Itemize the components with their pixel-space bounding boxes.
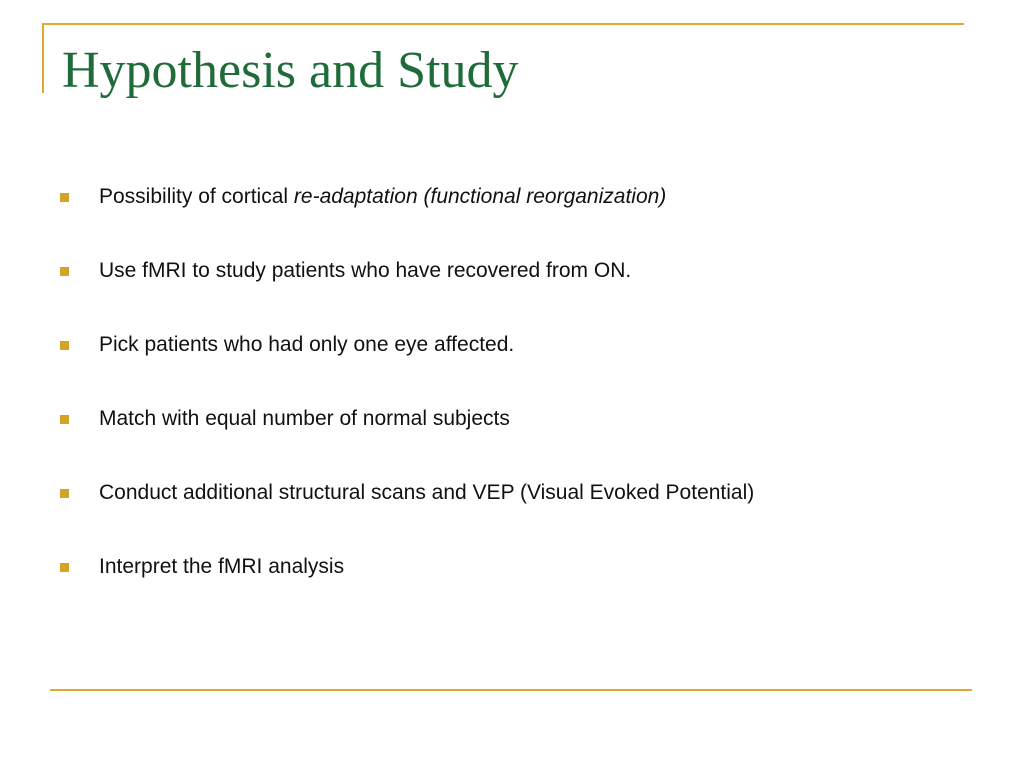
- bullet-list: [60, 183, 754, 627]
- slide-title: Hypothesis and Study: [62, 42, 519, 99]
- bullet-item-interpret-analysis: [60, 553, 754, 627]
- bullet-text: Conduct additional structural scans and VEP (Visual Evoked Potential): [99, 481, 755, 504]
- bullet-plain-text: Possibility of cortical: [99, 185, 294, 208]
- square-bullet-icon: [60, 193, 69, 202]
- square-bullet-icon: [60, 415, 69, 424]
- bullet-item-patient-selection: [60, 331, 754, 405]
- left-accent-line: [42, 23, 44, 93]
- bullet-text: Use fMRI to study patients who have recovered from ON.: [99, 259, 632, 282]
- square-bullet-icon: [60, 341, 69, 350]
- bullet-text: Interpret the fMRI analysis: [99, 555, 345, 578]
- bullet-item-additional-scans: [60, 479, 754, 553]
- bullet-item-cortical-readaptation: [60, 183, 754, 257]
- bullet-emphasis-text: re-adaptation (functional reorganization): [293, 185, 667, 208]
- square-bullet-icon: [60, 563, 69, 572]
- square-bullet-icon: [60, 267, 69, 276]
- bullet-text: Match with equal number of normal subjects: [99, 407, 510, 430]
- bullet-item-fmri-study: [60, 257, 754, 331]
- bullet-text: Pick patients who had only one eye affected.: [99, 333, 515, 356]
- bullet-item-control-match: [60, 405, 754, 479]
- square-bullet-icon: [60, 489, 69, 498]
- bottom-accent-line: [50, 689, 972, 691]
- bullet-text: [99, 183, 666, 210]
- top-accent-line: [42, 23, 964, 25]
